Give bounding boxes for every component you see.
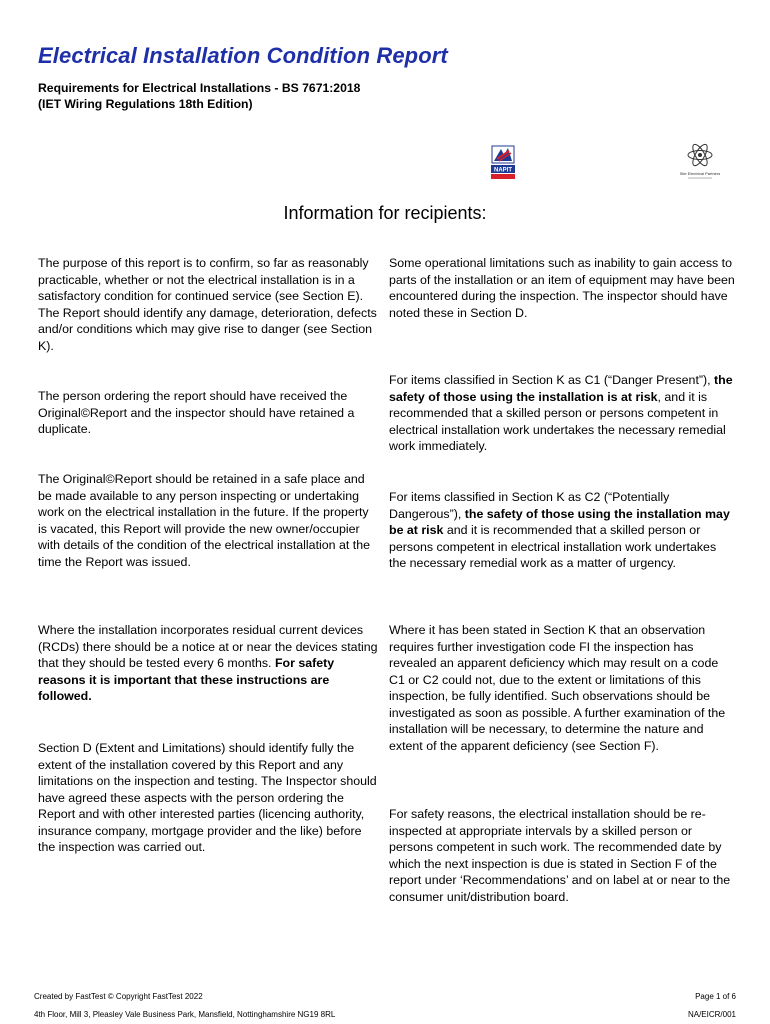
right-paragraph-2 [389,372,735,455]
left-paragraph-2: The person ordering the report should have received the Original©Report and the inspector should have retained a duplicate. [38,389,355,436]
footer-copyright: Created by FastTest © Copyright FastTest 2022 [34,992,203,1001]
left-paragraph-4 [38,622,380,705]
subtitle-line-1: Requirements for Electrical Installations - BS 7671:2018 [38,81,361,95]
rcd-notice-bold: For safety reasons it is important that these instructions are followed. [38,656,335,703]
left-paragraph-5: Section D (Extent and Limitations) should identify fully the extent of the installation covered by this Report and any limitations on the inspection and testing. The Inspector should have agreed these aspects with the person ordering the Report and with other interested parties (licencing authority, insurance company, mortgage provider and the like) before the inspection was carried out. [38,741,377,854]
napit-logo-text: NAPIT [494,167,512,174]
c1-bold: the safety of those using the installation is at risk [389,373,733,404]
info-heading: Information for recipients: [283,203,487,223]
right-paragraph-1: Some operational limitations such as inability to gain access to parts of the installation or an item of equipment may have been encountered during the inspection. The inspector should have noted these in Section D. [389,256,735,320]
right-paragraph-3 [389,489,735,572]
c1-text-c: , and it is recommended that a skilled person or persons competent in electrical installation work undertakes the necessary remedial work immediately. [389,389,726,453]
left-paragraph-1: The purpose of this report is to confirm, so far as reasonably practicable, whether or not the electrical installation is in a satisfactory condition for continued service (see Section E). The Report should identify any damage, deterioration, defects and/or conditions which may give rise to danger (see Section K). [38,256,377,353]
footer-page-number: Page 1 of 6 [695,992,736,1001]
left-paragraph-3: The Original©Report should be retained in a safe place and be made available to any person inspecting or undertaking work on the electrical installation in the future. If the property is vacated, this Report will provide the new owner/occupier with details of the condition of the electrical installation at the time the Report was issued. [38,472,370,569]
atom-logo [680,142,720,182]
footer-doc-code: NA/EICR/001 [687,1010,736,1019]
c2-bold: the safety of those using the installation may be at risk [389,506,730,537]
report-title: Electrical Installation Condition Report [38,43,448,68]
napit-logo [491,145,515,181]
atom-logo-text: Site Electrical Partners [680,171,720,176]
subtitle-line-2: (IET Wiring Regulations 18th Edition) [38,97,253,111]
footer-address: 4th Floor, Mill 3, Pleasley Vale Business Park, Mansfield, Nottinghamshire NG19 8RL [34,1010,336,1019]
right-paragraph-5: For safety reasons, the electrical installation should be re-inspected at appropriate intervals by a skilled person or persons competent in such work. The recommended date by which the next inspection is due is stated in Section F of the report under ‘Recommendations’ and on label at or near to the consumer unit/distribution board. [389,807,731,904]
report-subtitle [38,80,360,112]
c1-text-a: For items classified in Section K as C1 (“Danger Present”), [389,373,715,387]
c2-text-a: For items classified in Section K as C2 (“Potentially Dangerous”), [389,490,670,521]
right-paragraph-4: Where it has been stated in Section K that an observation requires further investigation code FI the inspection has revealed an apparent deficiency which may result on a code C1 or C2 could not, due to the extent or limitations of this inspection, be fully identified. Such observations should be investigated as soon as possible. A further examination of the installation will be necessary, to determine the nature and extent of the apparent deficiency (see Section F). [389,623,726,753]
rcd-notice-text: Where the installation incorporates residual current devices (RCDs) there should be a notice at or near the devices stating that they should be tested every 6 months. [38,623,378,670]
c2-text-c: and it is recommended that a skilled person or persons competent in electrical installation work undertakes the necessary remedial work as a matter of urgency. [389,523,717,570]
